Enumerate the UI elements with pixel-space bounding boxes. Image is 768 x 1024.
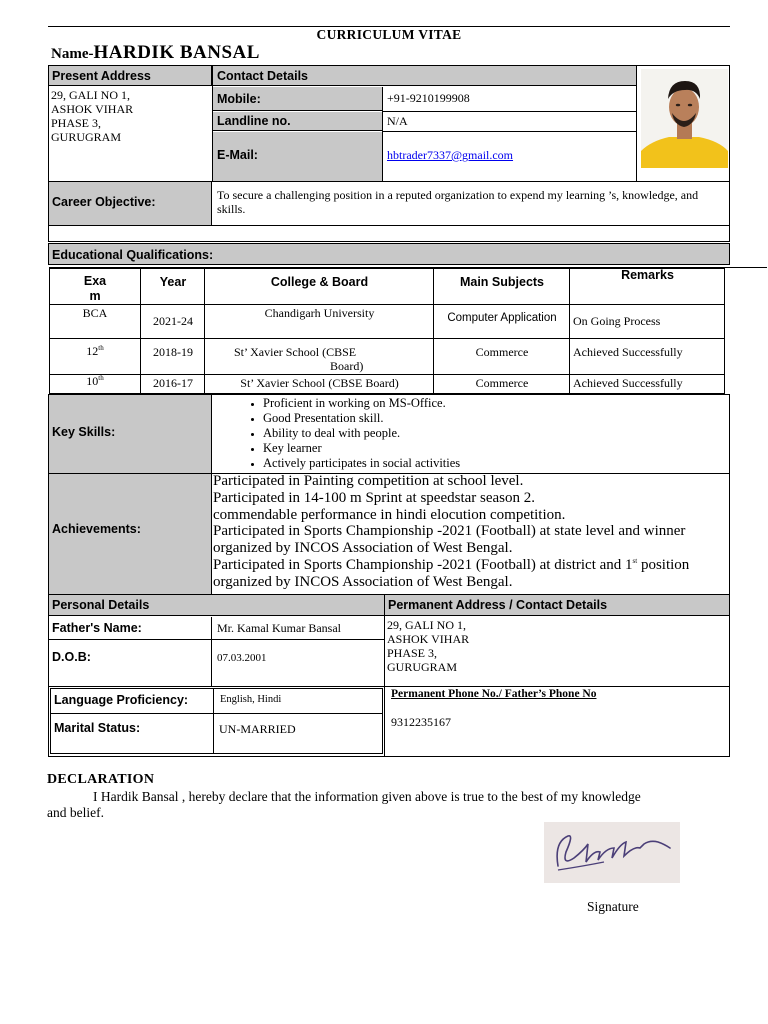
document-title: CURRICULUM VITAE (316, 27, 462, 42)
mobile-label: Mobile: (213, 87, 382, 111)
permanent-details-heading: Permanent Address / Contact Details (385, 595, 729, 616)
col-subjects: Main Subjects (459, 275, 545, 289)
career-objective-label: Career Objective: (49, 182, 212, 225)
landline-label: Landline no. (213, 112, 382, 131)
landline-value: N/A (387, 114, 408, 128)
present-address: 29, GALI NO 1, ASHOK VIHAR PHASE 3, GURUGRAM (51, 88, 134, 144)
permanent-phone-label: Permanent Phone No./ Father’s Phone No (391, 688, 597, 700)
edu-row-2-year: 2018-19 (153, 345, 193, 359)
skill-item: • Ability to deal with people. (263, 426, 460, 441)
language-label: Language Proficiency: (54, 693, 189, 707)
profile-photo (641, 69, 728, 168)
dob-label: D.O.B: (49, 640, 212, 686)
declaration-heading: DECLARATION (47, 772, 155, 787)
signature-label: Signature (587, 899, 639, 914)
edu-row-2-college: St’ Xavier School (CBSE Board) (234, 345, 364, 373)
permanent-phone-value: 9312235167 (391, 715, 451, 729)
edu-row-3-exam: 10th (86, 374, 104, 388)
edu-row-2-subjects: Commerce (475, 345, 529, 359)
skill-item: • Key learner (263, 441, 460, 456)
signature-image (544, 822, 680, 883)
edu-row-2-remarks: Achieved Successfully (573, 345, 683, 359)
name-value: HARDIK BANSAL (93, 42, 260, 63)
skill-item: • Good Presentation skill. (263, 411, 460, 426)
father-name-label: Father's Name: (49, 617, 212, 640)
key-skills-label: Key Skills: (49, 395, 212, 473)
email-link[interactable]: hbtrader7337@gmail.com (387, 148, 514, 162)
personal-details-heading: Personal Details (49, 595, 384, 616)
skill-item: • Actively participates in social activities (263, 456, 460, 471)
achievements-text: Participated in Painting competition at school level. Participated in 14-100 m Sprint at speedstar season 2. commendable performance in hindi elocution competition. Participated in Sports Championship -2021 (Football) at state level and winner organized by INCOS Association of West Bengal. Participated in Sports Championship -2021 (Football) at district and 1st position organized by INCOS Association of West Bengal. (213, 473, 690, 590)
contact-details-heading: Contact Details (212, 66, 636, 86)
col-remarks: Remarks (621, 268, 674, 282)
marital-value: UN-MARRIED (219, 722, 296, 736)
key-skills-list (213, 396, 460, 471)
edu-row-1-exam: BCA (82, 306, 108, 320)
svg-text:Hardik: Hardik (614, 878, 622, 880)
marital-label: Marital Status: (54, 721, 141, 735)
language-value: English, Hindi (220, 694, 282, 705)
col-exam: Exa m (83, 274, 107, 303)
dob-value: 07.03.2001 (217, 652, 267, 664)
name-prefix: Name- (51, 46, 94, 62)
achievements-label: Achievements: (49, 474, 212, 594)
declaration-text: I Hardik Bansal , hereby declare that the information given above is true to the best of my knowledge and belief. (47, 789, 641, 820)
mobile-value: +91-9210199908 (387, 91, 470, 105)
email-label: E-Mail: (213, 132, 382, 181)
col-year: Year (159, 275, 187, 289)
edu-row-3-college: St’ Xavier School (CBSE Board) (240, 376, 399, 390)
present-address-heading: Present Address (49, 66, 212, 86)
permanent-address: 29, GALI NO 1, ASHOK VIHAR PHASE 3, GURUGRAM (387, 618, 470, 674)
edu-row-1-college: Chandigarh University (264, 306, 375, 320)
candidate-name (51, 42, 260, 64)
father-name-value: Mr. Kamal Kumar Bansal (217, 621, 341, 635)
edu-row-1-subjects: Computer Application (447, 312, 557, 324)
edu-row-1-remarks: On Going Process (573, 314, 661, 328)
edu-row-3-remarks: Achieved Successfully (573, 376, 683, 390)
career-objective-text: To secure a challenging position in a reputed organization to expend my learning ’s, knowledge, and skills. (217, 188, 699, 216)
edu-row-1-year: 2021-24 (153, 314, 193, 328)
education-heading: Educational Qualifications: (48, 243, 730, 265)
edu-row-3-subjects: Commerce (475, 376, 529, 390)
edu-row-2-exam: 12th (86, 344, 104, 358)
col-college: College & Board (270, 275, 369, 289)
skill-item: • Proficient in working on MS-Office. (263, 396, 460, 411)
edu-row-3-year: 2016-17 (153, 376, 193, 390)
